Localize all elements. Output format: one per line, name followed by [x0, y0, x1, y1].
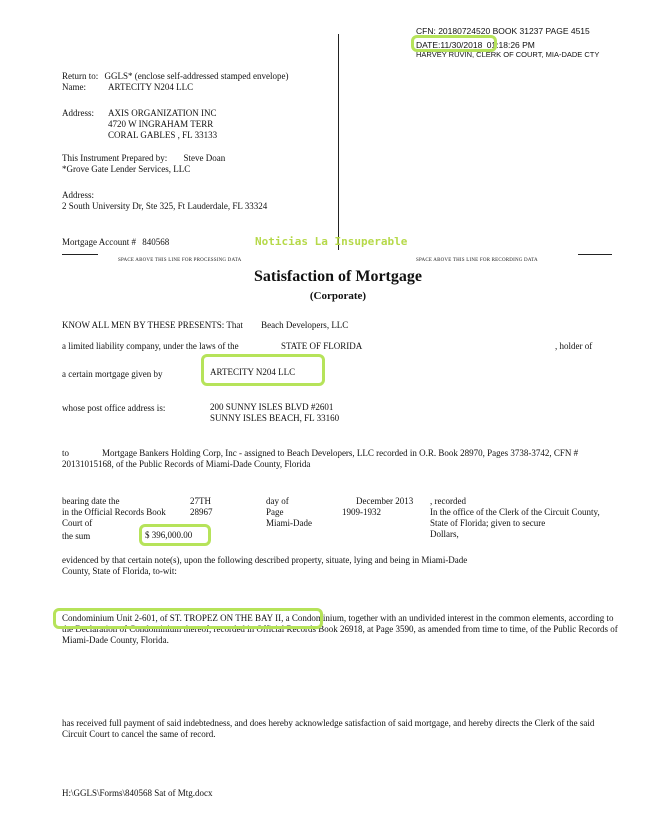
watermark-text: Noticias La Insuperable: [255, 235, 408, 248]
to-paragraph: Mortgage Bankers Holding Corp, Inc - assigned to Beach Developers, LLC recorded in O.R. Book 28970, Pages 3738-3742, CFN # 20131015168, of the Public Records of Miami-Dade County, Florida: [62, 448, 579, 469]
know-company: Beach Developers, LLC: [261, 320, 349, 330]
prepared-by-company: *Grove Gate Lender Services, LLC: [62, 164, 191, 174]
sum-highlight: [139, 524, 211, 546]
legal-highlighted-text: Condominium Unit 2-601, of ST. TROPEZ ON THE BAY II,: [62, 613, 284, 623]
holder-of: , holder of: [555, 341, 593, 351]
cfn-number: CFN: 20180724520: [416, 26, 491, 36]
mortgage-account-line: [62, 237, 169, 248]
records-book: 28967: [190, 507, 213, 517]
processing-rule: [62, 254, 98, 255]
po-line-1: 200 SUNNY ISLES BLVD #2601: [210, 402, 334, 412]
know-label: KNOW ALL MEN BY THESE PRESENTS: That: [62, 320, 243, 330]
return-to-value: GGLS* (enclose self-addressed stamped envelope): [104, 71, 289, 81]
bearing-label: bearing date the: [62, 496, 120, 506]
po-address: [210, 402, 339, 424]
to-label: to: [62, 448, 70, 458]
address-line-2: 4720 W INGRAHAM TERR: [108, 119, 214, 129]
return-to-label: Return to:: [62, 71, 99, 81]
legal-highlight: [53, 608, 323, 629]
evidenced-paragraph: evidenced by that certain note(s), upon the following described property, situate, lying and being in Miami-Dade County, State of Florida, to-wit:: [62, 555, 468, 576]
header-divider-vertical: [338, 34, 339, 250]
address-line-3: CORAL GABLES , FL 33133: [108, 130, 218, 140]
document-subtitle: (Corporate): [309, 290, 367, 302]
mortgagor-name: ARTECITY N204 LLC: [210, 367, 296, 377]
po-line-2: SUNNY ISLES BEACH, FL 33160: [210, 413, 340, 423]
name-line: [62, 82, 193, 93]
prepared-by-name: Steve Doan: [183, 153, 226, 163]
name-label: Name:: [62, 82, 86, 92]
space-left-label: SPACE ABOVE THIS LINE FOR PROCESSING DATA: [118, 258, 242, 263]
dollars-label: Dollars,: [430, 529, 459, 539]
clerk-suffix: LERK OF COURT, MIA-DADE CTY: [481, 50, 600, 59]
mortgage-given-label: a certain mortgage given by: [62, 369, 163, 379]
page-label: Page: [266, 507, 284, 517]
recorded-label: , recorded: [430, 496, 466, 506]
llc-line: [62, 341, 239, 352]
county-name: Miami-Dade: [266, 518, 312, 528]
mortgage-account-label: Mortgage Account #: [62, 237, 136, 247]
day-of: day of: [266, 496, 289, 506]
office-text: In the office of the Clerk of the Circuit County, State of Florida; given to secure: [430, 507, 600, 528]
recording-rule: [578, 254, 612, 255]
footer-path: H:\GGLS\Forms\840568 Sat of Mtg.docx: [62, 788, 213, 798]
prepared-address-label: Address:: [62, 190, 94, 200]
sum-label: the sum: [62, 531, 91, 541]
received-paragraph: has received full payment of said indebtedness, and does hereby acknowledge satisfaction of said mortgage, and hereby directs the Clerk of the said Circuit Court to cancel the same of record.: [62, 718, 595, 739]
know-line: [62, 320, 348, 331]
space-right-label: SPACE ABOVE THIS LINE FOR RECORDING DATA: [416, 258, 538, 263]
bearing-day: 27TH: [190, 496, 211, 506]
recording-time: 01:18:26 PM: [486, 40, 535, 50]
sum-value: $ 396,000.00: [145, 530, 193, 540]
document-title: Satisfaction of Mortgage: [254, 268, 422, 285]
address-line-1: AXIS ORGANIZATION INC: [108, 108, 217, 118]
month-year: December 2013: [356, 496, 414, 506]
official-records-label: in the Official Records Book: [62, 507, 166, 517]
legal-rest-text: a Condominium, together with an undivided interest in the common elements, according to the Declaration of Condominium thereof, recorded in Official Records Book 26918, at Page 3590, as amended from time to time, of the Public Records of Miami-Dade County, Florida.: [62, 613, 618, 645]
prepared-address: 2 South University Dr, Ste 325, Ft Lauderdale, FL 33324: [62, 201, 268, 211]
date-highlight: [411, 35, 497, 52]
prepared-by-line: [62, 153, 225, 164]
po-label: whose post office address is:: [62, 403, 166, 413]
return-to-line: [62, 71, 288, 82]
clerk-prefix: HARVEY RUVIN, C: [416, 50, 482, 59]
mortgage-account-number: 840568: [142, 237, 170, 247]
book-page: BOOK 31237 PAGE 4515: [492, 26, 590, 36]
state-value: STATE OF FLORIDA: [281, 341, 363, 351]
return-address: [62, 108, 217, 141]
records-pages: 1909-1932: [342, 507, 381, 517]
court-of: Court of: [62, 518, 93, 528]
llc-label: a limited liability company, under the laws of the: [62, 341, 239, 351]
address-label: Address:: [62, 108, 94, 118]
recording-date: DATE:11/30/2018: [416, 40, 483, 50]
prepared-by-label: This Instrument Prepared by:: [62, 153, 168, 163]
return-name: ARTECITY N204 LLC: [108, 82, 194, 92]
mortgagor-highlight: [201, 354, 325, 386]
